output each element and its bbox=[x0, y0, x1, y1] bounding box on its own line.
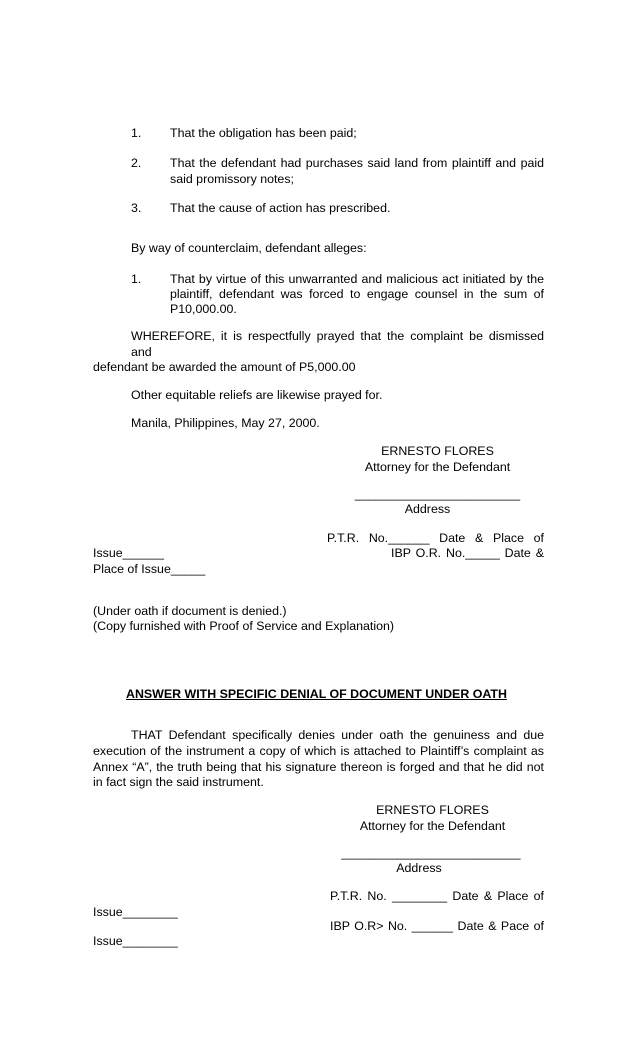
other-reliefs: Other equitable reliefs are likewise prayed for. bbox=[131, 388, 383, 402]
counterclaim-text: plaintiff, defendant was forced to engage counsel in the sum of bbox=[170, 287, 544, 301]
ibp-line: IBP O.R> No. ______ Date & Pace of bbox=[330, 919, 544, 933]
signatory-role: Attorney for the Defendant bbox=[364, 460, 511, 474]
defense-text: That the obligation has been paid; bbox=[170, 126, 357, 140]
oath-note: (Under oath if document is denied.) bbox=[93, 604, 287, 618]
issue-line: Issue________ bbox=[93, 934, 178, 948]
counterclaim-text: P10,000.00. bbox=[170, 302, 237, 316]
address-label: Address bbox=[404, 502, 451, 516]
denial-line: Annex “A”, the truth being that his signature thereon is forged and that he did not bbox=[93, 760, 544, 774]
signatory-role: Attorney for the Defendant bbox=[359, 819, 506, 833]
counterclaim-text: That by virtue of this unwarranted and malicious act initiated by the bbox=[170, 272, 544, 286]
signatory-name: ERNESTO FLORES bbox=[376, 803, 489, 817]
defense-text: That the defendant had purchases said land from plaintiff and paid bbox=[170, 156, 544, 170]
ibp-line: IBP O.R. No._____ Date & bbox=[391, 546, 544, 560]
copy-note: (Copy furnished with Proof of Service and Explanation) bbox=[93, 619, 394, 633]
ptr-line: P.T.R. No.______ Date & Place of bbox=[327, 531, 544, 545]
defense-number: 1. bbox=[131, 126, 142, 140]
place-of-issue: Place of Issue_____ bbox=[93, 562, 206, 576]
wherefore-line: defendant be awarded the amount of P5,000.00 bbox=[93, 360, 356, 374]
denial-line: in fact sign the said instrument. bbox=[93, 775, 264, 789]
address-label: Address bbox=[396, 861, 442, 875]
defense-text: said promissory notes; bbox=[170, 172, 294, 186]
counterclaim-intro: By way of counterclaim, defendant alleges: bbox=[131, 241, 367, 255]
wherefore-line: and bbox=[131, 345, 152, 359]
denial-line: execution of the instrument a copy of which is attached to Plaintiff’s complaint as bbox=[93, 744, 544, 758]
defense-text: That the cause of action has prescribed. bbox=[170, 201, 391, 215]
address-line: ________________________ bbox=[354, 487, 521, 501]
counterclaim-number: 1. bbox=[131, 272, 142, 286]
issue-line: Issue______ bbox=[93, 546, 164, 560]
defense-number: 3. bbox=[131, 201, 142, 215]
wherefore-line: WHEREFORE, it is respectfully prayed that the complaint be dismissed bbox=[131, 329, 544, 343]
date-place: Manila, Philippines, May 27, 2000. bbox=[131, 416, 320, 430]
signatory-name: ERNESTO FLORES bbox=[381, 444, 494, 458]
denial-line: THAT Defendant specifically denies under oath the genuiness and due bbox=[131, 728, 544, 742]
section-title: ANSWER WITH SPECIFIC DENIAL OF DOCUMENT UNDER OATH bbox=[126, 687, 507, 701]
ptr-line: P.T.R. No. ________ Date & Place of bbox=[330, 889, 544, 903]
issue-line: Issue________ bbox=[93, 905, 178, 919]
address-line: __________________________ bbox=[341, 846, 521, 860]
defense-number: 2. bbox=[131, 156, 142, 170]
